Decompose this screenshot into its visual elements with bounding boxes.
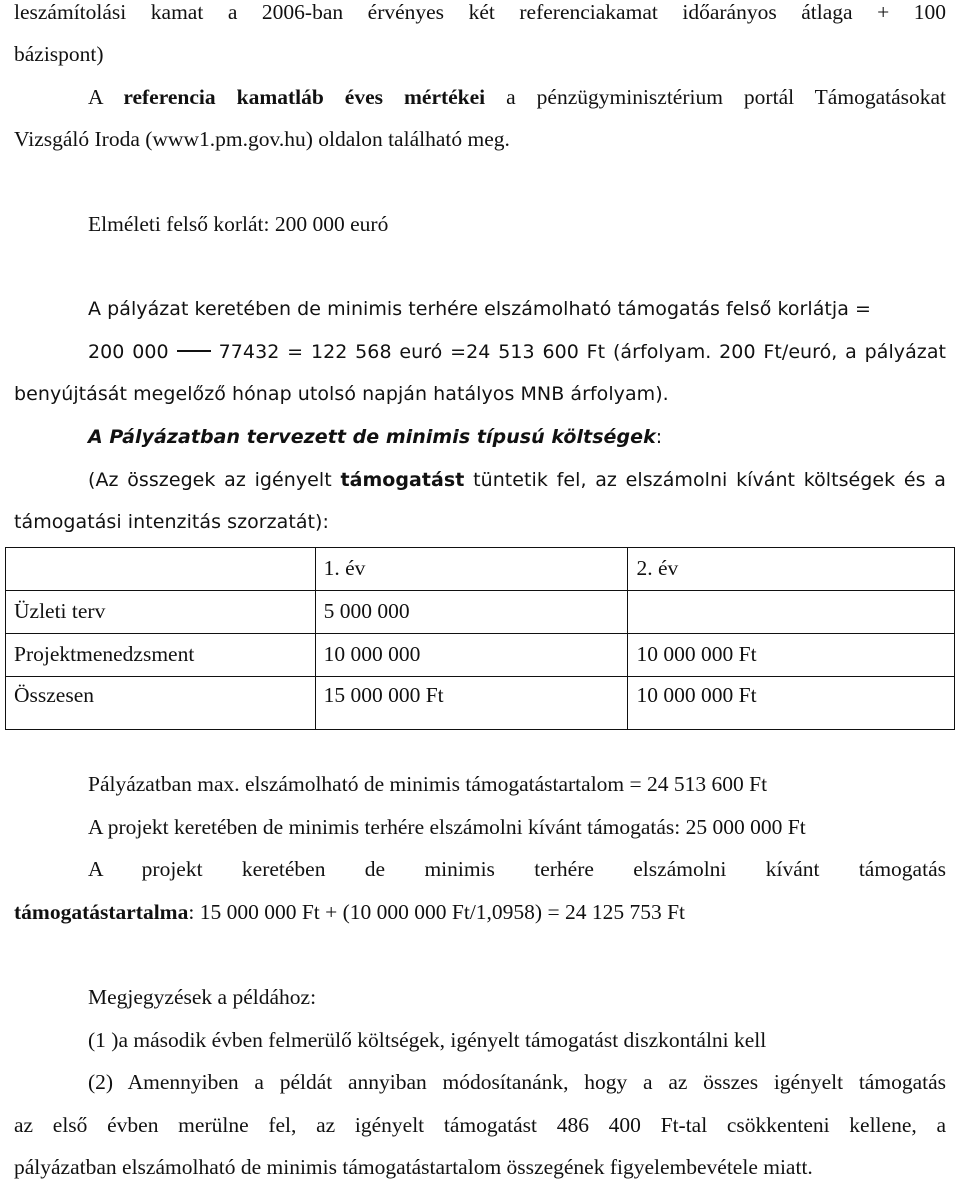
- calc-line-3: benyújtását megelőző hónap utolsó napján hatályos MNB árfolyam).: [14, 383, 669, 405]
- note-2-line-3: pályázatban elszámolható de minimis támogatástartalom összegének figyelembevétele miatt.: [14, 1155, 813, 1179]
- table-cell: 10 000 000 Ft: [628, 634, 955, 677]
- note-line-2: támogatási intenzitás szorzatát):: [14, 511, 329, 533]
- table-header-cell: 1. év: [315, 548, 628, 591]
- calc-line-1: A pályázat keretében de minimis terhére elszámolható támogatás felső korlátja =: [88, 298, 872, 320]
- note-1: (1 )a második évben felmerülő költségek, igényelt támogatást diszkontálni kell: [88, 1028, 767, 1052]
- table-cell: [628, 591, 955, 634]
- intro-line-4: Vizsgáló Iroda (www1.pm.gov.hu) oldalon található meg.: [14, 127, 510, 151]
- note-2-line-2: az első évben merülne fel, az igényelt támogatást 486 400 Ft-tal csökkenteni kellene, a: [14, 1113, 946, 1137]
- summary-line-4-bold: támogatástartalma: [14, 900, 189, 924]
- notes-title: Megjegyzések a példához:: [88, 985, 317, 1009]
- intro-line-2: bázispont): [14, 42, 104, 66]
- table-row: [6, 591, 955, 634]
- note-line-1-bold: támogatást: [340, 469, 465, 491]
- reference-rate-label: referencia kamatláb éves mértékei: [123, 85, 486, 109]
- table-cell: Projektmenedzsment: [6, 634, 316, 677]
- intro-line-3: [88, 85, 946, 111]
- intro-line-3-prefix: A: [88, 85, 124, 109]
- intro-line-3-suffix: a pénzügyminisztérium portál Támogatásokat: [485, 85, 947, 109]
- calc-line-2: [88, 341, 946, 364]
- summary-line-4-rest: : 15 000 000 Ft + (10 000 000 Ft/1,0958) = 24 125 753 Ft: [188, 900, 686, 924]
- section-title-text: A Pályázatban tervezett de minimis típusú költségek: [88, 426, 656, 448]
- summary-line-4: [14, 900, 946, 926]
- intro-line-1: leszámítolási kamat a 2006-ban érvényes két referenciakamat időarányos átlaga + 100: [14, 0, 946, 24]
- note-line-1-prefix: (Az összegek az igényelt: [88, 469, 341, 491]
- cost-table: [5, 547, 955, 730]
- table-cell: 10 000 000: [315, 634, 628, 677]
- table-header-row: [6, 548, 955, 591]
- note-2-line-1: (2) Amennyiben a példát annyiban módosítanánk, hogy a az összes igényelt támogatás: [88, 1070, 946, 1094]
- summary-max: Pályázatban max. elszámolható de minimis támogatástartalom = 24 513 600 Ft: [88, 772, 768, 796]
- theoretical-limit: Elméleti felső korlát: 200 000 euró: [88, 212, 389, 236]
- table-header-cell: 2. év: [628, 548, 955, 591]
- note-line-1: [88, 469, 946, 492]
- table-cell: Összesen: [6, 677, 316, 730]
- summary-requested: A projekt keretében de minimis terhére elszámolni kívánt támogatás: 25 000 000 Ft: [88, 815, 806, 839]
- table-cell: 10 000 000 Ft: [628, 677, 955, 730]
- table-row: [6, 634, 955, 677]
- table-row: [6, 677, 955, 730]
- note-line-1-suffix: tüntetik fel, az elszámolni kívánt költségek és a: [464, 469, 946, 491]
- table-cell: Üzleti terv: [6, 591, 316, 634]
- minus-dash: [177, 350, 211, 352]
- table-cell: 5 000 000: [315, 591, 628, 634]
- summary-line-3: A projekt keretében de minimis terhére elszámolni kívánt támogatás: [88, 857, 946, 881]
- section-title: [88, 426, 946, 449]
- calc-line-2-b: 77432 = 122 568 euró =24 513 600 Ft (árfolyam. 200 Ft/euró, a pályázat: [218, 341, 947, 363]
- table-header-cell: [6, 548, 316, 591]
- calc-line-2-a: 200 000: [88, 341, 169, 363]
- section-title-colon: :: [655, 426, 663, 448]
- table-cell: 15 000 000 Ft: [315, 677, 628, 730]
